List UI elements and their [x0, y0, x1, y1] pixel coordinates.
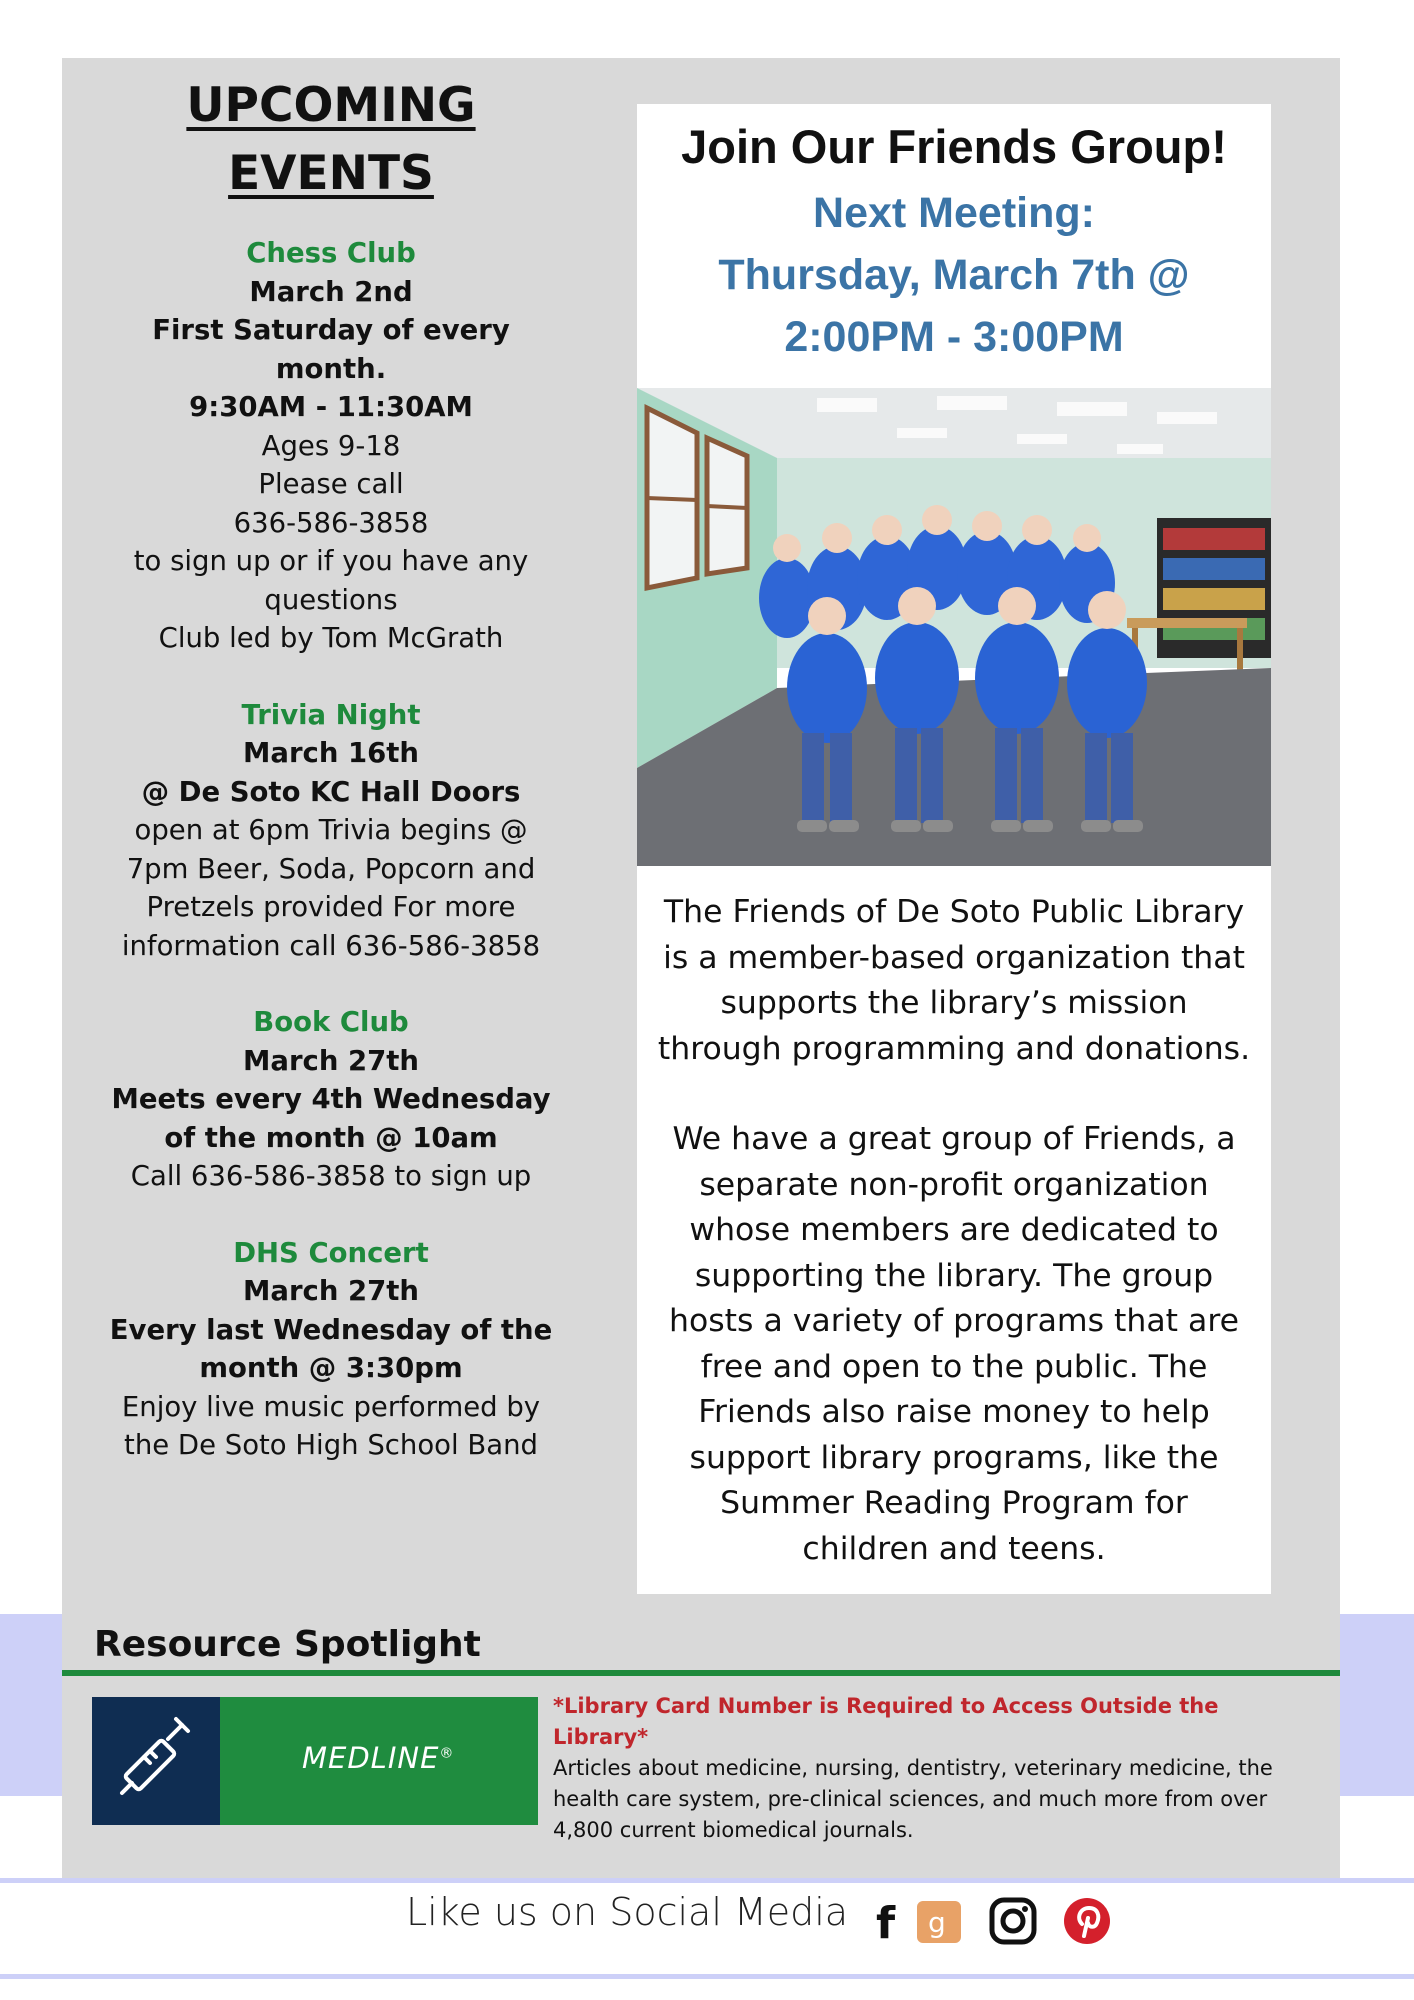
goodreads-icon[interactable] [914, 1896, 964, 1946]
friends-group-box [637, 104, 1271, 1594]
event-date: March 2nd [249, 275, 413, 308]
event-details: open at 6pm Trivia begins @ 7pm Beer, Soda, Popcorn and Pretzels provided For more information call 636-586-3858 [121, 814, 541, 962]
event-date: March 27th [243, 1275, 419, 1307]
group-photo-illustration [637, 388, 1271, 866]
friends-group-photo [637, 388, 1271, 866]
social-divider-bottom [0, 1974, 1414, 1979]
event-schedule: First Saturday of every month. [152, 314, 510, 385]
pinterest-icon[interactable] [1062, 1896, 1112, 1946]
event-name: Chess Club [246, 237, 416, 269]
goodreads-letter: g [928, 1906, 946, 1939]
social-divider-top [0, 1878, 1414, 1883]
events-title-line1: UPCOMING [186, 78, 476, 133]
event-date: March 16th [243, 737, 419, 769]
event-book-club [100, 1003, 562, 1196]
event-dhs-concert [100, 1234, 562, 1465]
event-call: Please call [258, 468, 404, 500]
event-details: Enjoy live music performed by the De Soto High School Band [121, 1390, 541, 1461]
event-details: Call 636-586-3858 to sign up [130, 1160, 532, 1192]
medline-logo-word: MEDLINE [302, 1741, 440, 1775]
friends-paragraph-2: We have a great group of Friends, a separate non-profit organization whose members are dedicated to supporting the library. The group hosts a variety of programs that are free and open to the public. The Friends also raise money to help support library programs, like the Summer Reading Program for children and teens. [669, 1121, 1239, 1567]
friends-heading: Join Our Friends Group! [681, 120, 1227, 173]
event-name: DHS Concert [233, 1236, 429, 1269]
event-time: 9:30AM - 11:30AM [189, 391, 473, 423]
event-schedule: Every last Wednesday of the month @ 3:30pm [109, 1313, 553, 1384]
event-name: Book Club [253, 1006, 409, 1038]
event-location: @ De Soto KC Hall Doors [141, 775, 521, 808]
event-phone: 636-586-3858 [233, 506, 429, 539]
facebook-letter: f [876, 1898, 896, 1946]
events-title [100, 72, 562, 208]
events-title-line2: EVENTS [228, 146, 434, 201]
friends-description [655, 890, 1253, 1617]
syringe-icon [92, 1697, 220, 1825]
resource-divider [62, 1670, 1340, 1676]
event-name: Trivia Night [241, 698, 421, 731]
resource-spotlight-title: Resource Spotlight [94, 1624, 481, 1665]
resource-description-block [553, 1691, 1313, 1846]
event-leader: Club led by Tom McGrath [158, 622, 504, 654]
meeting-label: Next Meeting: [813, 189, 1095, 237]
upcoming-events [100, 72, 562, 1503]
facebook-icon[interactable] [862, 1896, 912, 1946]
social-label: Like us on Social Media [406, 1890, 849, 1934]
medline-logo-text [302, 1741, 454, 1775]
medline-logo-mark: ® [439, 1745, 455, 1762]
required-note: *Library Card Number is Required to Access Outside the Library* [553, 1694, 1219, 1749]
event-signup-note: to sign up or if you have any questions [133, 545, 529, 616]
event-ages: Ages 9-18 [261, 429, 401, 462]
event-date: March 27th [243, 1044, 419, 1077]
resource-description: Articles about medicine, nursing, dentistry, veterinary medicine, the health care system, pre-clinical sciences, and much more from over 4,800 current biomedical journals. [553, 1756, 1273, 1842]
friends-paragraph-1: The Friends of De Soto Public Library is a member-based organization that supports the library’s mission through programming and donations. [657, 894, 1251, 1067]
meeting-time: 2:00PM - 3:00PM [784, 313, 1124, 361]
event-chess-club [100, 234, 562, 658]
next-meeting [637, 182, 1271, 368]
instagram-icon[interactable] [988, 1896, 1038, 1946]
event-trivia-night [100, 696, 562, 966]
event-schedule: Meets every 4th Wednesday of the month @ 10am [111, 1083, 551, 1154]
medline-logo[interactable] [92, 1697, 538, 1825]
meeting-date: Thursday, March 7th @ [718, 251, 1190, 299]
